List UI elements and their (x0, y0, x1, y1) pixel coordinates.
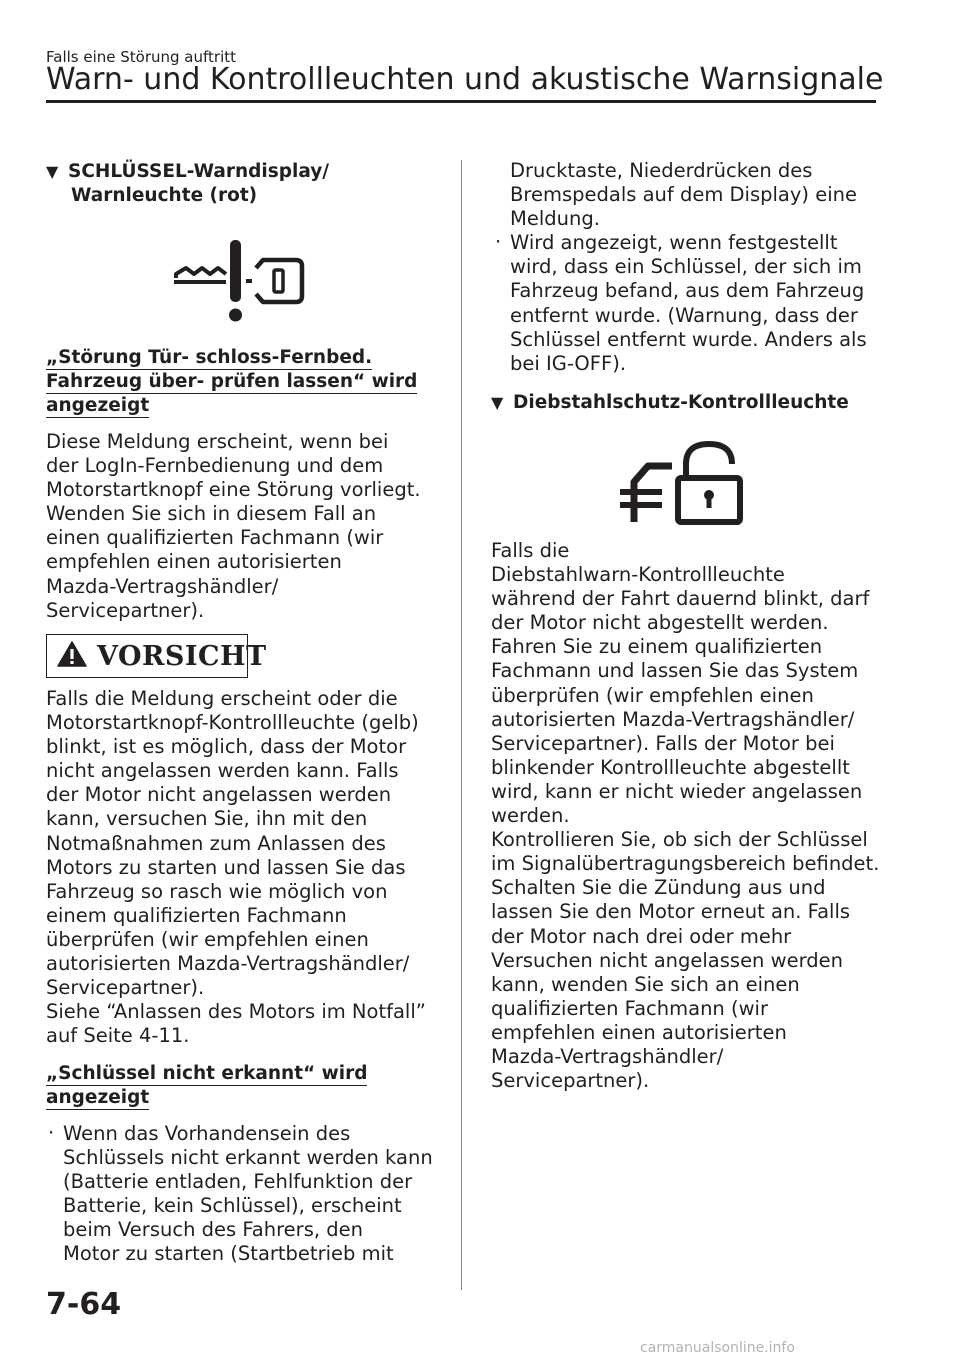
list-item-continued (493, 159, 867, 231)
list-item (46, 1122, 433, 1267)
text-line: autorisierten Mazda-Vertragshändler/ (491, 707, 855, 731)
subheading-line: „Störung Tür- schloss-Fernbed. (46, 347, 373, 368)
text-line: einen qualifizierten Fachmann (wir (46, 526, 384, 550)
subheading-line: angezeigt (46, 395, 150, 416)
header-divider (46, 100, 876, 103)
text-line: Notmaßnahmen zum Anlassen des (46, 831, 386, 855)
text-line: der Motor nach drei oder mehr (491, 924, 792, 948)
text-line: bei IG-OFF). (510, 351, 627, 375)
triangle-marker-icon: ▼ (491, 393, 504, 412)
text-line: Motors zu starten und lassen Sie das (46, 855, 406, 879)
text-line: der LogIn-Fernbedienung und dem (46, 454, 384, 478)
text-line: während der Fahrt dauernd blinkt, darf (491, 587, 870, 611)
key-warning-icon (170, 238, 310, 328)
list-item (493, 231, 867, 376)
text-line: Kontrollieren Sie, ob sich der Schlüssel (491, 828, 868, 852)
text-line: beim Versuch des Fahrers, den (63, 1218, 363, 1242)
text-line: Schalten Sie die Zündung aus und (491, 876, 826, 900)
text-line: Mazda-Vertragshändler/ (46, 574, 279, 598)
text-line: Wird angezeigt, wenn festgestellt (510, 231, 838, 255)
subheading-remote-malfunction (46, 346, 417, 418)
heading-line-2: Warnleuchte (rot) (71, 185, 258, 206)
text-line: Diese Meldung erscheint, wenn bei (46, 430, 389, 453)
text-line: Versuchen nicht angelassen werden (491, 948, 843, 972)
heading-text: Diebstahlschutz-Kontrollleuchte (513, 392, 849, 413)
text-line: wird, dass ein Schlüssel, der sich im (510, 255, 862, 279)
caution-box (46, 634, 267, 678)
text-line: Fahren Sie zu einem qualifizierten (491, 635, 823, 659)
caution-label: VORSICHT (97, 640, 267, 672)
warning-triangle-icon (57, 641, 87, 671)
subheading-key-not-detected (46, 1062, 367, 1110)
text-line: Batterie, kein Schlüssel), erscheint (63, 1194, 402, 1218)
text-line: Mazda-Vertragshändler/ (491, 1044, 724, 1068)
text-line: wird, kann er nicht wieder angelassen (491, 779, 863, 803)
text-line: (Batterie entladen, Fehlfunktion der (63, 1170, 413, 1194)
paragraph-caution (46, 687, 426, 1048)
text-line: Servicepartner). (46, 598, 205, 622)
text-line: Servicepartner). (491, 1069, 650, 1093)
text-line: blinkender Kontrollleuchte abgestellt (491, 755, 850, 779)
text-line: lassen Sie den Motor erneut an. Falls (491, 900, 851, 924)
text-line: der Motor nicht angelassen werden (46, 783, 392, 807)
text-line: Bremspedals auf dem Display) eine (510, 183, 857, 207)
subheading-line: angezeigt (46, 1087, 150, 1108)
text-line: entfernt wurde. (Warnung, dass der (510, 303, 858, 327)
section-heading-key-warning (46, 160, 329, 208)
text-line: einem qualifizierten Fachmann (46, 903, 347, 927)
text-line: Fachmann und lassen Sie das System (491, 659, 859, 683)
text-line: Drucktaste, Niederdrücken des (510, 159, 813, 182)
bullet-list-left (46, 1122, 433, 1267)
text-line: Fahrzeug befand, aus dem Fahrzeug (510, 279, 865, 303)
text-line: überprüfen (wir empfehlen einen (46, 927, 369, 951)
text-line: kann, wenden Sie sich an einen (491, 972, 800, 996)
section-heading-immobilizer (491, 391, 849, 415)
heading-line-1: SCHLÜSSEL-Warndisplay/ (68, 161, 330, 182)
page-number: 7-64 (46, 1287, 122, 1322)
text-line: Servicepartner). (46, 976, 205, 1000)
text-line: im Signalübertragungsbereich befindet. (491, 852, 880, 876)
text-line: Wenden Sie sich in diesem Fall an (46, 502, 377, 526)
text-line: nicht angelassen werden kann. Falls (46, 759, 399, 783)
page-title: Warn- und Kontrollleuchten und akustische Warnsignale (46, 62, 884, 97)
text-line: Motorstartknopf eine Störung vorliegt. (46, 478, 421, 502)
text-line: der Motor nicht abgestellt werden. (491, 611, 829, 635)
text-line: Siehe “Anlassen des Motors im Notfall” (46, 1000, 426, 1024)
bullet-list-right (493, 159, 867, 376)
paragraph-remote-malfunction (46, 430, 421, 623)
text-line: Motor zu starten (Startbetrieb mit (63, 1242, 394, 1266)
text-line: Falls die (491, 539, 570, 562)
text-line: Motorstartknopf-Kontrollleuchte (gelb) (46, 711, 419, 735)
column-divider (461, 160, 462, 1290)
paragraph-immobilizer (491, 539, 879, 1093)
text-line: empfehlen einen autorisierten (491, 1020, 787, 1044)
triangle-marker-icon: ▼ (46, 162, 59, 181)
text-line: qualifizierten Fachmann (wir (491, 996, 768, 1020)
text-line: überprüfen (wir empfehlen einen (491, 683, 814, 707)
watermark: carmanualsonline.info (640, 1340, 795, 1356)
bullet-dot: · (48, 1121, 55, 1144)
text-line: empfehlen einen autorisierten (46, 550, 342, 574)
text-line: Servicepartner). Falls der Motor bei (491, 731, 835, 755)
text-line: kann, versuchen Sie, ihn mit den (46, 807, 368, 831)
text-line: auf Seite 4-11. (46, 1024, 190, 1048)
text-line: Schlüssel entfernt wurde. Anders als (510, 327, 867, 351)
text-line: autorisierten Mazda-Vertragshändler/ (46, 952, 410, 976)
subheading-line: „Schlüssel nicht erkannt“ wird (46, 1063, 368, 1084)
text-line: Fahrzeug so rasch wie möglich von (46, 879, 388, 903)
immobilizer-icon (616, 440, 746, 530)
text-line: Diebstahlwarn-Kontrollleuchte (491, 563, 785, 587)
text-line: Wenn das Vorhandensein des (63, 1122, 351, 1145)
text-line: Meldung. (510, 207, 600, 231)
text-line: Falls die Meldung erscheint oder die (46, 687, 398, 710)
text-line: Schlüssels nicht erkannt werden kann (63, 1146, 433, 1170)
subheading-line: Fahrzeug über- prüfen lassen“ wird (46, 371, 418, 392)
section-label: Falls eine Störung auftritt (46, 48, 237, 66)
text-line: blinkt, ist es möglich, dass der Motor (46, 735, 407, 759)
text-line: werden. (491, 804, 570, 828)
bullet-dot: · (495, 230, 502, 254)
